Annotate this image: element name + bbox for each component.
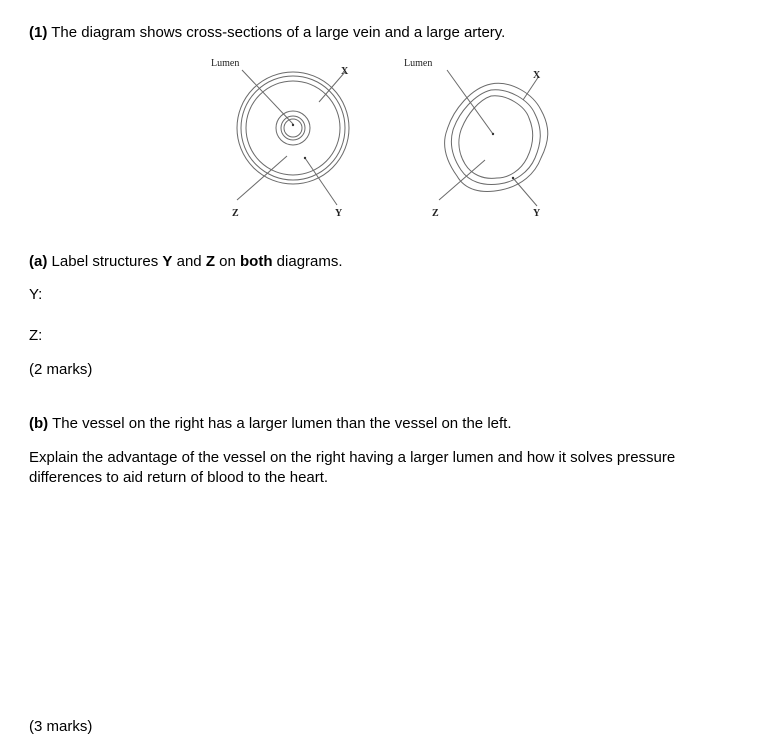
left-x-label: X xyxy=(341,66,349,77)
part-a-and: and xyxy=(176,253,202,270)
question-intro-text: The diagram shows cross-sections of a large vein and a large artery. xyxy=(51,24,506,41)
right-vessel xyxy=(439,70,548,206)
part-a-marks: (2 marks) xyxy=(29,361,93,378)
right-lumen-pointer xyxy=(447,70,493,134)
right-y-pointer xyxy=(513,178,537,206)
part-b-statement-text: The vessel on the right has a larger lumen than the vessel on the left. xyxy=(52,415,512,432)
y-answer-label: Y: xyxy=(29,286,43,303)
right-y-dot xyxy=(512,177,514,179)
left-middle-layer xyxy=(246,81,340,175)
left-y-label: Y xyxy=(335,208,343,219)
right-lumen-label: Lumen xyxy=(404,58,433,69)
part-a-text-after: diagrams. xyxy=(276,253,343,270)
z-answer-label: Z: xyxy=(29,327,43,344)
part-a-y: Y xyxy=(162,253,173,270)
part-b-marks: (3 marks) xyxy=(29,718,93,735)
left-y-dot xyxy=(304,157,306,159)
right-inner-layer xyxy=(459,96,533,179)
left-lumen-label: Lumen xyxy=(211,58,240,69)
right-y-label: Y xyxy=(533,208,541,219)
part-b-prompt: Explain the advantage of the vessel on the right having a larger lumen and how it solves pressure differences to aid return of blood to the heart. xyxy=(29,449,676,486)
question-intro xyxy=(29,24,505,41)
right-z-pointer xyxy=(439,160,485,200)
left-z-label: Z xyxy=(232,208,239,219)
part-b-statement xyxy=(29,415,512,432)
right-lumen-dot xyxy=(492,133,494,135)
part-a-tag: (a) xyxy=(29,253,48,270)
part-a-z: Z xyxy=(205,253,215,270)
question-number: (1) xyxy=(29,24,48,41)
right-x-label: X xyxy=(533,70,541,81)
left-vessel xyxy=(237,70,349,205)
right-middle-layer xyxy=(451,90,540,185)
vessel-cross-section-diagram xyxy=(195,50,565,225)
part-a-question xyxy=(29,253,343,270)
part-a-on: on xyxy=(219,253,236,270)
left-lumen xyxy=(281,116,305,140)
left-lumen-inner xyxy=(284,119,302,137)
left-outer-wall xyxy=(237,72,349,184)
part-a-text-before: Label structures xyxy=(51,253,159,270)
part-a-both: both xyxy=(240,253,273,270)
left-outer-wall-inner xyxy=(241,76,345,180)
right-z-label: Z xyxy=(432,208,439,219)
left-lumen-dot xyxy=(292,124,294,126)
part-b-tag: (b) xyxy=(29,415,49,432)
